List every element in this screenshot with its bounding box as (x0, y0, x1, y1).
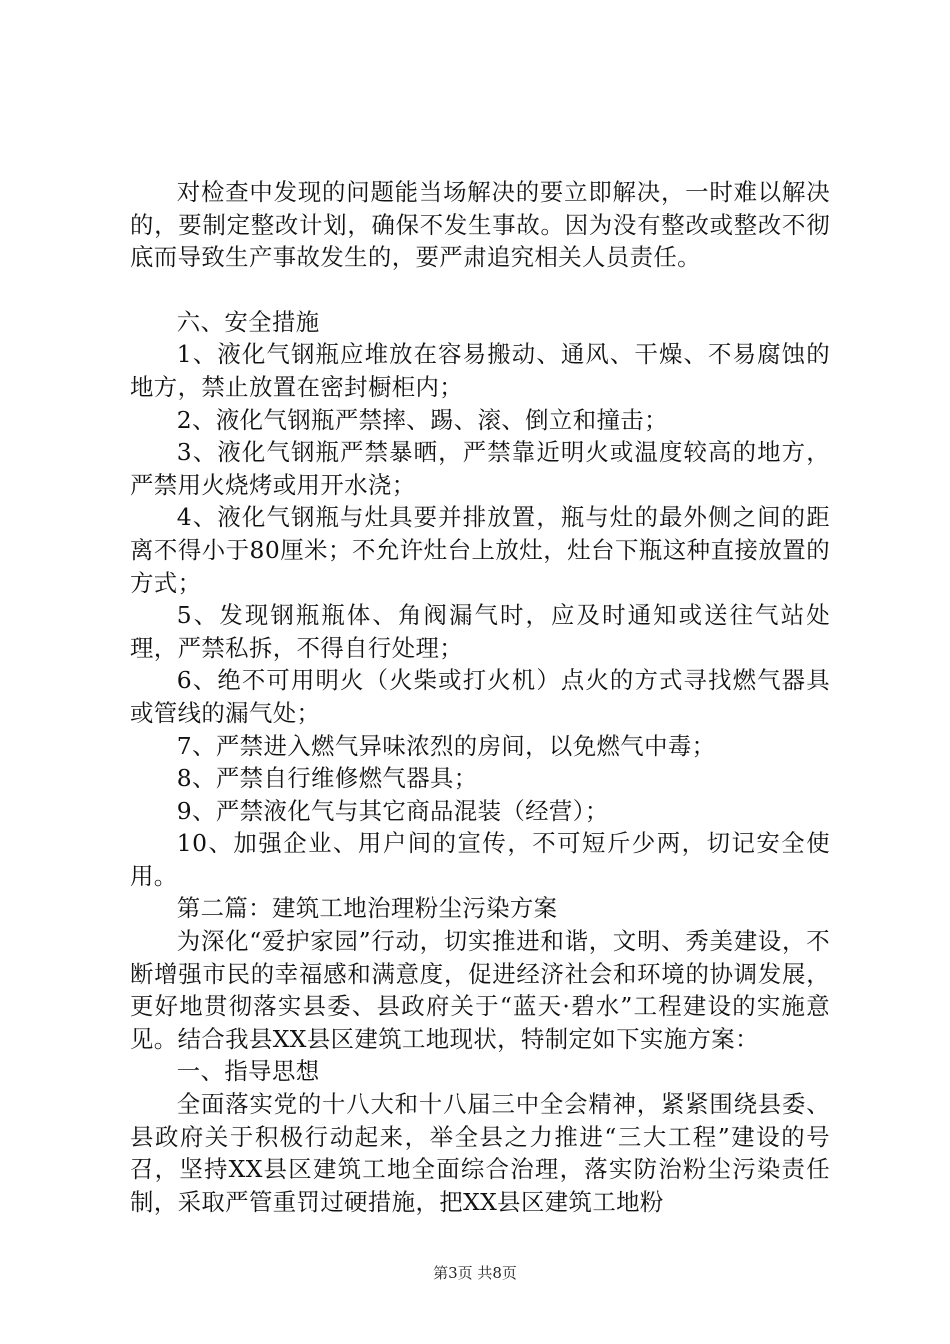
list-item: 4、液化气钢瓶与灶具要并排放置，瓶与灶的最外侧之间的距离不得小于80厘米；不允许灶台上放灶，灶台下瓶这种直接放置的方式； (130, 503, 830, 597)
list-item: 6、绝不可用明火（火柴或打火机）点火的方式寻找燃气器具或管线的漏气处； (130, 666, 830, 727)
list-item: 9、严禁液化气与其它商品混装（经营）； (176, 796, 609, 825)
chapter-heading: 第二篇：建筑工地治理粉尘污染方案 (176, 894, 558, 923)
document-body (130, 176, 830, 1218)
section-heading-guiding-ideology: 一、指导思想 (176, 1057, 320, 1086)
page-number-footer: 第3页 共8页 (433, 1264, 517, 1282)
list-item: 8、严禁自行维修燃气器具； (176, 764, 478, 793)
list-item: 2、液化气钢瓶严禁摔、踢、滚、倒立和撞击； (176, 405, 668, 434)
section-heading-safety-measures: 六、安全措施 (176, 307, 320, 336)
list-item: 1、液化气钢瓶应堆放在容易搬动、通风、干燥、不易腐蚀的地方，禁止放置在密封橱柜内； (130, 340, 830, 401)
paragraph-gap (130, 274, 830, 306)
list-item: 3、液化气钢瓶严禁暴晒，严禁靠近明火或温度较高的地方，严禁用火烧烤或用开水浇； (130, 438, 830, 499)
paragraph-guiding-ideology: 全面落实党的十八大和十八届三中全会精神，紧紧围绕县委、县政府关于积极行动起来，举全县之力推进“三大工程”建设的号召，坚持XX县区建筑工地全面综合治理，落实防治粉尘污染责任制，采取严管重罚过硬措施，把XX县区建筑工地粉 (130, 1090, 830, 1216)
list-item: 5、发现钢瓶瓶体、角阀漏气时，应及时通知或送往气站处理，严禁私拆，不得自行处理； (130, 601, 830, 662)
paragraph-rectification: 对检查中发现的问题能当场解决的要立即解决，一时难以解决的，要制定整改计划，确保不发生事故。因为没有整改或整改不彻底而导致生产事故发生的，要严肃追究相关人员责任。 (130, 178, 830, 272)
list-item: 7、严禁进入燃气异味浓烈的房间，以免燃气中毒； (176, 731, 716, 760)
paragraph-intro: 为深化“爱护家园”行动，切实推进和谐，文明、秀美建设，不断增强市民的幸福感和满意度，促进经济社会和环境的协调发展，更好地贯彻落实县委、县政府关于“蓝天·碧水”工程建设的实施意见。结合我县XX县区建筑工地现状，特制定如下实施方案： (130, 927, 830, 1053)
list-item: 10、加强企业、用户间的宣传，不可短斤少两，切记安全使用。 (130, 829, 830, 890)
